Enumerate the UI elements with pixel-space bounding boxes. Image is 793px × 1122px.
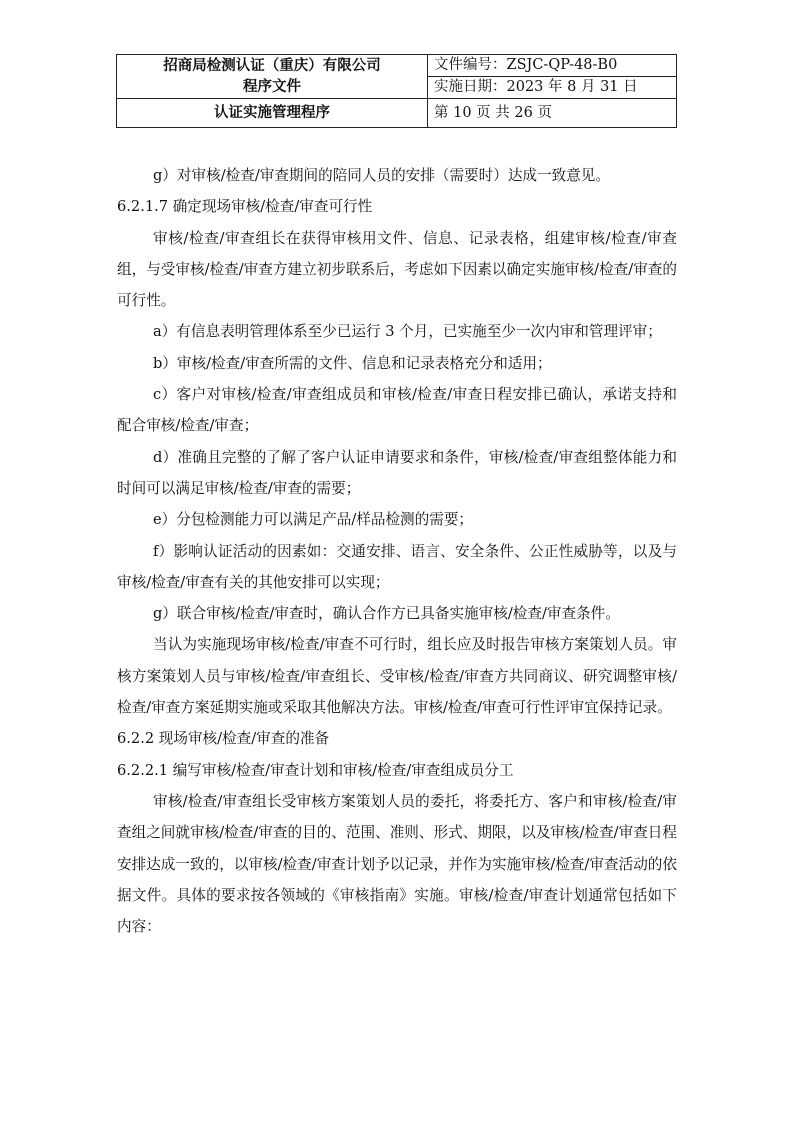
list-item: b）审核/检查/审查所需的文件、信息和记录表格充分和适用； — [153, 354, 552, 372]
document-body — [117, 160, 677, 942]
list-item: f）影响认证活动的因素如：交通安排、语言、安全条件、公正性威胁等，以及与审核/检查/审查有关的其他安排可以实现； — [117, 542, 677, 591]
company-name: 招商局检测认证（重庆）有限公司 — [163, 57, 381, 74]
list-item: d）准确且完整的了解了客户认证申请要求和条件，审核/检查/审查组整体能力和时间可以满足审核/检查/审查的需要； — [117, 448, 677, 497]
body-paragraph: 审核/检查/审查组长在获得审核用文件、信息、记录表格，组建审核/检查/审查组，与受审核/检查/审查方建立初步联系后，考虑如下因素以确定实施审核/检查/审查的可行性。 — [117, 229, 677, 310]
list-item: c）客户对审核/检查/审查组成员和审核/检查/审查日程安排已确认，承诺支持和配合审核/检查/审查； — [117, 386, 677, 435]
company-name-cell — [117, 55, 428, 99]
document-header-table — [116, 54, 677, 128]
body-paragraph: 审核/检查/审查组长受审核方案策划人员的委托，将委托方、客户和审核/检查/审查组之间就审核/检查/审查的目的、范围、准则、形式、期限，以及审核/检查/审查日程安排达成一致的，以审核/检查/审查计划予以记录，并作为实施审核/检查/审查活动的依据文件。具体的要求按各领域的《审核指南》实施。审核/检查/审查计划通常包括如下内容： — [117, 792, 677, 936]
list-item: e）分包检测能力可以满足产品/样品检测的需要； — [153, 511, 474, 529]
section-heading: 6.2.2.1 编写审核/检查/审查计划和审核/检查/审查组成员分工 — [117, 761, 514, 779]
doc-number: 文件编号：ZSJC-QP-48-B0 — [428, 55, 677, 77]
document-type: 程序文件 — [243, 78, 301, 95]
procedure-name: 认证实施管理程序 — [117, 99, 428, 128]
body-paragraph: g）对审核/检查/审查期间的陪同人员的安排（需要时）达成一致意见。 — [153, 167, 610, 184]
body-paragraph: 当认为实施现场审核/检查/审查不可行时，组长应及时报告审核方案策划人员。审核方案策划人员与审核/检查/审查组长、受审核/检查/审查方共同商议、研究调整审核/检查/审查方案延期实施或采取其他解决方法。审核/检查/审查可行性评审宜保持记录。 — [117, 636, 677, 717]
section-heading: 6.2.2 现场审核/检查/审查的准备 — [117, 730, 330, 748]
effective-date: 实施日期：2023 年 8 月 31 日 — [428, 77, 677, 99]
section-heading: 6.2.1.7 确定现场审核/检查/审查可行性 — [117, 198, 373, 216]
list-item: a）有信息表明管理体系至少已运行 3 个月，已实施至少一次内审和管理评审； — [153, 323, 662, 341]
list-item: g）联合审核/检查/审查时，确认合作方已具备实施审核/检查/审查条件。 — [153, 605, 620, 623]
page-info: 第 10 页 共 26 页 — [428, 99, 677, 128]
